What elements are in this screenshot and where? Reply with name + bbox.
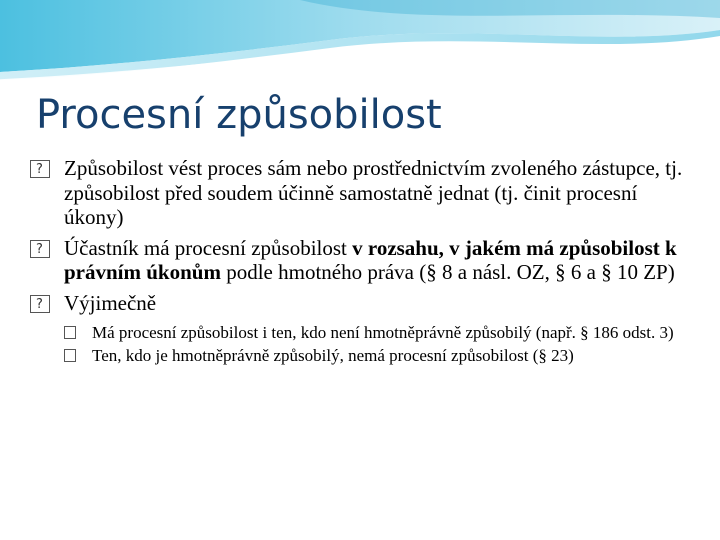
bullet-text-bold: v rozsahu, v jakém má způsobilost k právním úkonům (64, 235, 677, 284)
sub-bullet-text: Ten, kdo je hmotněprávně způsobilý, nemá procesní způsobilost (§ 23) (92, 346, 574, 365)
bullet-item (30, 236, 690, 285)
header-wave-decoration (0, 0, 720, 90)
bullet-item (30, 156, 690, 230)
missing-glyph-sub-bullet-icon (64, 326, 76, 339)
sub-bullet-text: Má procesní způsobilost i ten, kdo není hmotněprávně způsobilý (např. § 186 odst. 3) (92, 323, 674, 342)
missing-glyph-bullet-icon (30, 240, 50, 258)
sub-bullet-item (64, 346, 690, 365)
bullet-text: Výjimečně (64, 290, 157, 315)
sub-bullet-item (64, 323, 690, 342)
bullet-text: Způsobilost vést proces sám nebo prostřednictvím zvoleného zástupce, tj. způsobilost před soudem účinně samostatně jednat (tj. činit procesní úkony) (64, 156, 683, 229)
bullet-text: podle hmotného práva (§ 8 a násl. OZ, § 6 a § 10 ZP) (220, 260, 675, 284)
missing-glyph-bullet-icon (30, 160, 50, 178)
missing-glyph-bullet-icon (30, 295, 50, 313)
slide-title: Procesní způsobilost (36, 92, 442, 138)
bullet-item (30, 291, 690, 316)
bullet-text: Účastník má procesní způsobilost (64, 235, 353, 260)
missing-glyph-sub-bullet-icon (64, 349, 76, 362)
bullet-list (30, 156, 690, 365)
